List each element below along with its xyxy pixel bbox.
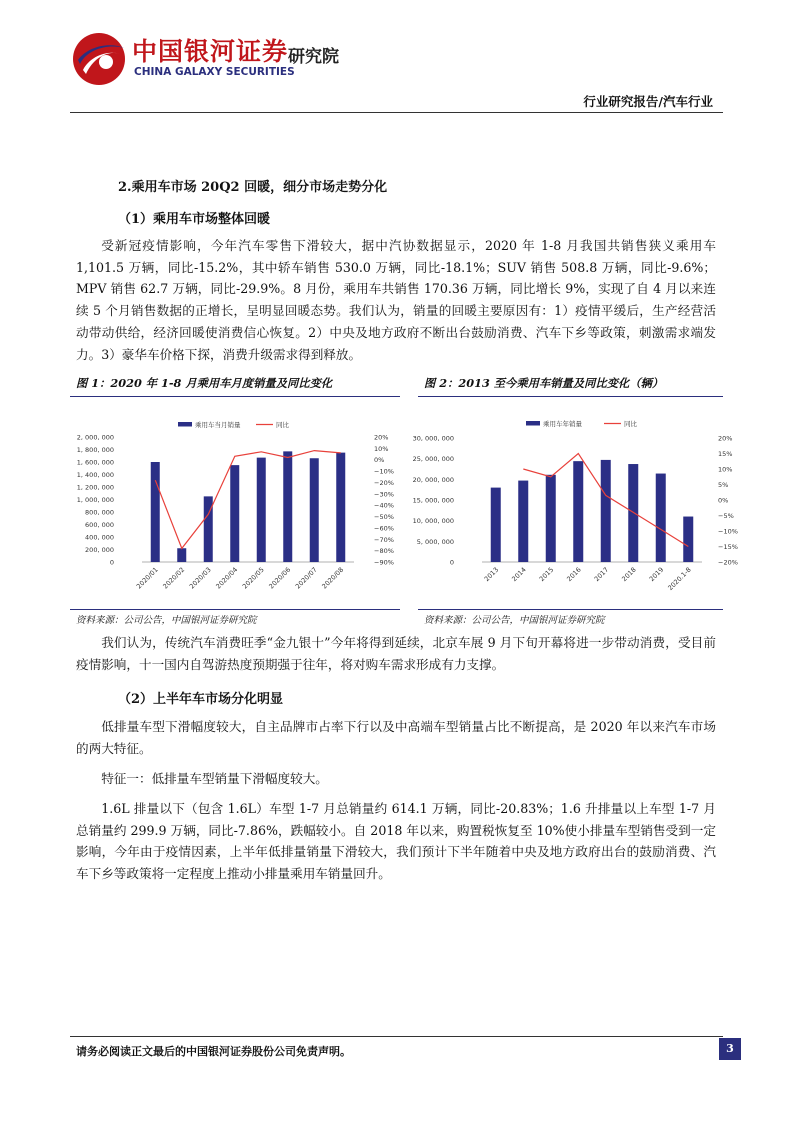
figure-2-title: 图 2：2013 至今乘用车销量及同比变化（辆） bbox=[424, 376, 664, 390]
legend-bar-label: 乘用车当月销量 bbox=[195, 421, 241, 429]
legend-bar-swatch bbox=[526, 421, 540, 426]
page-number: 3 bbox=[719, 1038, 741, 1060]
legend-line-label: 同比 bbox=[624, 420, 637, 428]
y-left-tick-label: 1, 200, 000 bbox=[76, 483, 114, 492]
y-right-tick-label: 10% bbox=[374, 444, 389, 453]
x-tick-label: 2015 bbox=[537, 565, 556, 584]
x-tick-label: 2020/08 bbox=[320, 565, 346, 591]
footer-divider bbox=[70, 1036, 723, 1037]
y-right-tick-label: 5% bbox=[718, 481, 729, 489]
x-tick-label: 2020/06 bbox=[267, 565, 293, 591]
subsection-heading-1: （1）乘用车市场整体回暖 bbox=[118, 212, 271, 227]
figure-2-source: 资料来源：公司公告，中国银河证券研究院 bbox=[424, 615, 605, 626]
y-left-tick-label: 25, 000, 000 bbox=[412, 455, 454, 464]
subsection-heading-2: （2）上半年车市场分化明显 bbox=[118, 692, 284, 707]
x-tick-label: 2018 bbox=[620, 565, 638, 584]
y-right-tick-label: −15% bbox=[718, 543, 738, 551]
figure-1-bottom-rule bbox=[70, 609, 400, 610]
bar-2014 bbox=[518, 481, 528, 562]
y-left-tick-label: 1, 000, 000 bbox=[76, 496, 114, 504]
chart-monthly-sales bbox=[70, 400, 400, 608]
footer-disclaimer: 请务必阅读正文最后的中国银河证券股份公司免责声明。 bbox=[76, 1045, 351, 1058]
bar-2020/04 bbox=[230, 465, 239, 562]
x-tick-label: 2019 bbox=[647, 565, 666, 584]
bar-2020/06 bbox=[283, 451, 292, 562]
y-right-tick-label: 20% bbox=[374, 433, 389, 442]
bar-2013 bbox=[491, 488, 501, 562]
y-left-tick-label: 200, 000 bbox=[85, 546, 114, 554]
y-left-tick-label: 0 bbox=[109, 558, 114, 567]
y-left-tick-label: 800, 000 bbox=[85, 508, 114, 517]
y-right-tick-label: 10% bbox=[718, 465, 733, 474]
x-tick-label: 2020/04 bbox=[214, 565, 240, 591]
x-tick-label: 2020/07 bbox=[293, 565, 319, 591]
figure-2-bottom-rule bbox=[418, 609, 723, 610]
y-right-tick-label: −40% bbox=[374, 501, 394, 510]
bar-2017 bbox=[601, 460, 611, 562]
logo-company-cn: 中国银河证券 bbox=[132, 37, 289, 66]
x-tick-label: 2020.1-8 bbox=[666, 565, 693, 593]
figure-2-top-rule bbox=[418, 396, 723, 397]
y-right-tick-label: 0% bbox=[718, 496, 729, 505]
y-left-tick-label: 1, 800, 000 bbox=[76, 446, 114, 454]
paragraph-4: 特征一：低排量车型销量下滑幅度较大。 bbox=[101, 771, 328, 786]
x-tick-label: 2014 bbox=[510, 565, 528, 584]
bar-2019 bbox=[656, 474, 666, 562]
figure-1-title: 图 1：2020 年 1-8 月乘用车月度销量及同比变化 bbox=[76, 376, 333, 390]
report-category: 行业研究报告/汽车行业 bbox=[583, 94, 713, 109]
y-right-tick-label: 0% bbox=[374, 456, 385, 465]
y-left-tick-label: 600, 000 bbox=[85, 521, 114, 529]
header-logo bbox=[70, 30, 360, 90]
y-left-tick-label: 15, 000, 000 bbox=[412, 496, 454, 505]
y-left-tick-label: 400, 000 bbox=[85, 533, 114, 542]
bar-2020/07 bbox=[310, 458, 319, 562]
y-right-tick-label: −50% bbox=[374, 513, 394, 522]
logo-company-en: CHINA GALAXY SECURITIES bbox=[134, 66, 295, 78]
legend-bar-label: 乘用车年销量 bbox=[543, 420, 582, 428]
x-tick-label: 2020/02 bbox=[161, 565, 187, 591]
section-heading: 2.乘用车市场 20Q2 回暖，细分市场走势分化 bbox=[118, 180, 388, 195]
y-right-tick-label: −5% bbox=[718, 512, 734, 520]
y-left-tick-label: 1, 400, 000 bbox=[76, 471, 114, 479]
bar-2020/02 bbox=[177, 548, 186, 562]
y-left-tick-label: 5, 000, 000 bbox=[416, 537, 454, 546]
header-divider bbox=[70, 112, 723, 113]
y-right-tick-label: −20% bbox=[718, 558, 738, 567]
y-right-tick-label: −30% bbox=[374, 490, 394, 499]
x-tick-label: 2016 bbox=[565, 565, 583, 584]
bar-2020/08 bbox=[336, 453, 345, 562]
y-left-tick-label: 10, 000, 000 bbox=[412, 517, 454, 526]
y-right-tick-label: 15% bbox=[718, 450, 733, 458]
y-right-tick-label: −20% bbox=[374, 478, 394, 487]
y-right-tick-label: −10% bbox=[718, 527, 738, 536]
x-tick-label: 2013 bbox=[482, 565, 501, 584]
y-right-tick-label: −60% bbox=[374, 524, 394, 533]
legend-bar-swatch bbox=[178, 422, 192, 427]
y-left-tick-label: 20, 000, 000 bbox=[412, 475, 454, 484]
y-left-tick-label: 1, 600, 000 bbox=[76, 458, 114, 467]
x-tick-label: 2017 bbox=[592, 565, 611, 584]
y-right-tick-label: −80% bbox=[374, 547, 394, 556]
x-tick-label: 2020/03 bbox=[187, 565, 213, 591]
chart-annual-sales bbox=[412, 400, 738, 608]
figure-1-source: 资料来源：公司公告，中国银河证券研究院 bbox=[76, 615, 257, 626]
legend-line-label: 同比 bbox=[276, 421, 289, 429]
y-right-tick-label: −70% bbox=[374, 535, 394, 544]
logo-institute: 研究院 bbox=[288, 47, 339, 67]
y-right-tick-label: −10% bbox=[374, 467, 394, 476]
bar-2015 bbox=[546, 475, 556, 562]
paragraph-1: 受新冠疫情影响，今年汽车零售下滑较大，据中汽协数据显示，2020 年 1-8 月我国共销售狭义乘用车 1,101.5 万辆，同比-15.2%，其中轿车销售 530.0 万辆，同比-18.1%；SUV 销售 508.8 万辆，同比-9.6%；MPV 销售 62.7 万辆，同比-29.9%。8 月份，乘用车共销售 170.36 万辆，同比增长 9%，实现了自 4 月以来连续 5 个月销售数据的正增长，呈明显回暖态势。我们认为，销量的回暖主要原因有：1）疫情平缓后，生产经营活动带动供给，经济回暖使消费信心恢复。2）中央及地方政府不断出台鼓励消费、汽车下乡等政策，刺激需求端发力。3）豪华车价格下探，消费升级需求得到释放。 bbox=[76, 238, 716, 362]
y-left-tick-label: 30, 000, 000 bbox=[412, 434, 454, 443]
galaxy-logo-icon bbox=[70, 30, 128, 88]
paragraph-3: 低排量车型下滑幅度较大，自主品牌市占率下行以及中高端车型销量占比不断提高，是 2020 年以来汽车市场的两大特征。 bbox=[76, 719, 716, 756]
bar-2020/05 bbox=[257, 458, 266, 562]
paragraph-2: 我们认为，传统汽车消费旺季“金九银十”今年将得到延续，北京车展 9 月下旬开幕将进一步带动消费，受目前疫情影响，十一国内自驾游热度预期强于往年，将对购车需求形成有力支撑。 bbox=[76, 635, 716, 672]
x-tick-label: 2020/05 bbox=[240, 565, 266, 591]
y-left-tick-label: 2, 000, 000 bbox=[76, 433, 114, 442]
y-left-tick-label: 0 bbox=[449, 558, 454, 567]
x-tick-label: 2020/01 bbox=[134, 565, 160, 591]
paragraph-5: 1.6L 排量以下（包含 1.6L）车型 1-7 月总销量约 614.1 万辆，同比-20.83%；1.6 升排量以上车型 1-7 月总销量约 299.9 万辆，同比-7.86%，跌幅较小。自 2018 年以来，购置税恢复至 10%使小排量车型销售受到一定影响，今年由于疫情因素，上半年低排量销量下滑较大，我们预计下半年随着中央及地方政府出台的鼓励消费、汽车下乡等政策将一定程度上推动小排量乘用车销量回升。 bbox=[76, 801, 716, 882]
y-right-tick-label: 20% bbox=[718, 434, 733, 443]
bar-2020.1-8 bbox=[683, 517, 693, 562]
figure-1-top-rule bbox=[70, 396, 400, 397]
bar-2016 bbox=[573, 461, 583, 562]
y-right-tick-label: −90% bbox=[374, 558, 394, 567]
bar-2020/01 bbox=[151, 462, 160, 562]
